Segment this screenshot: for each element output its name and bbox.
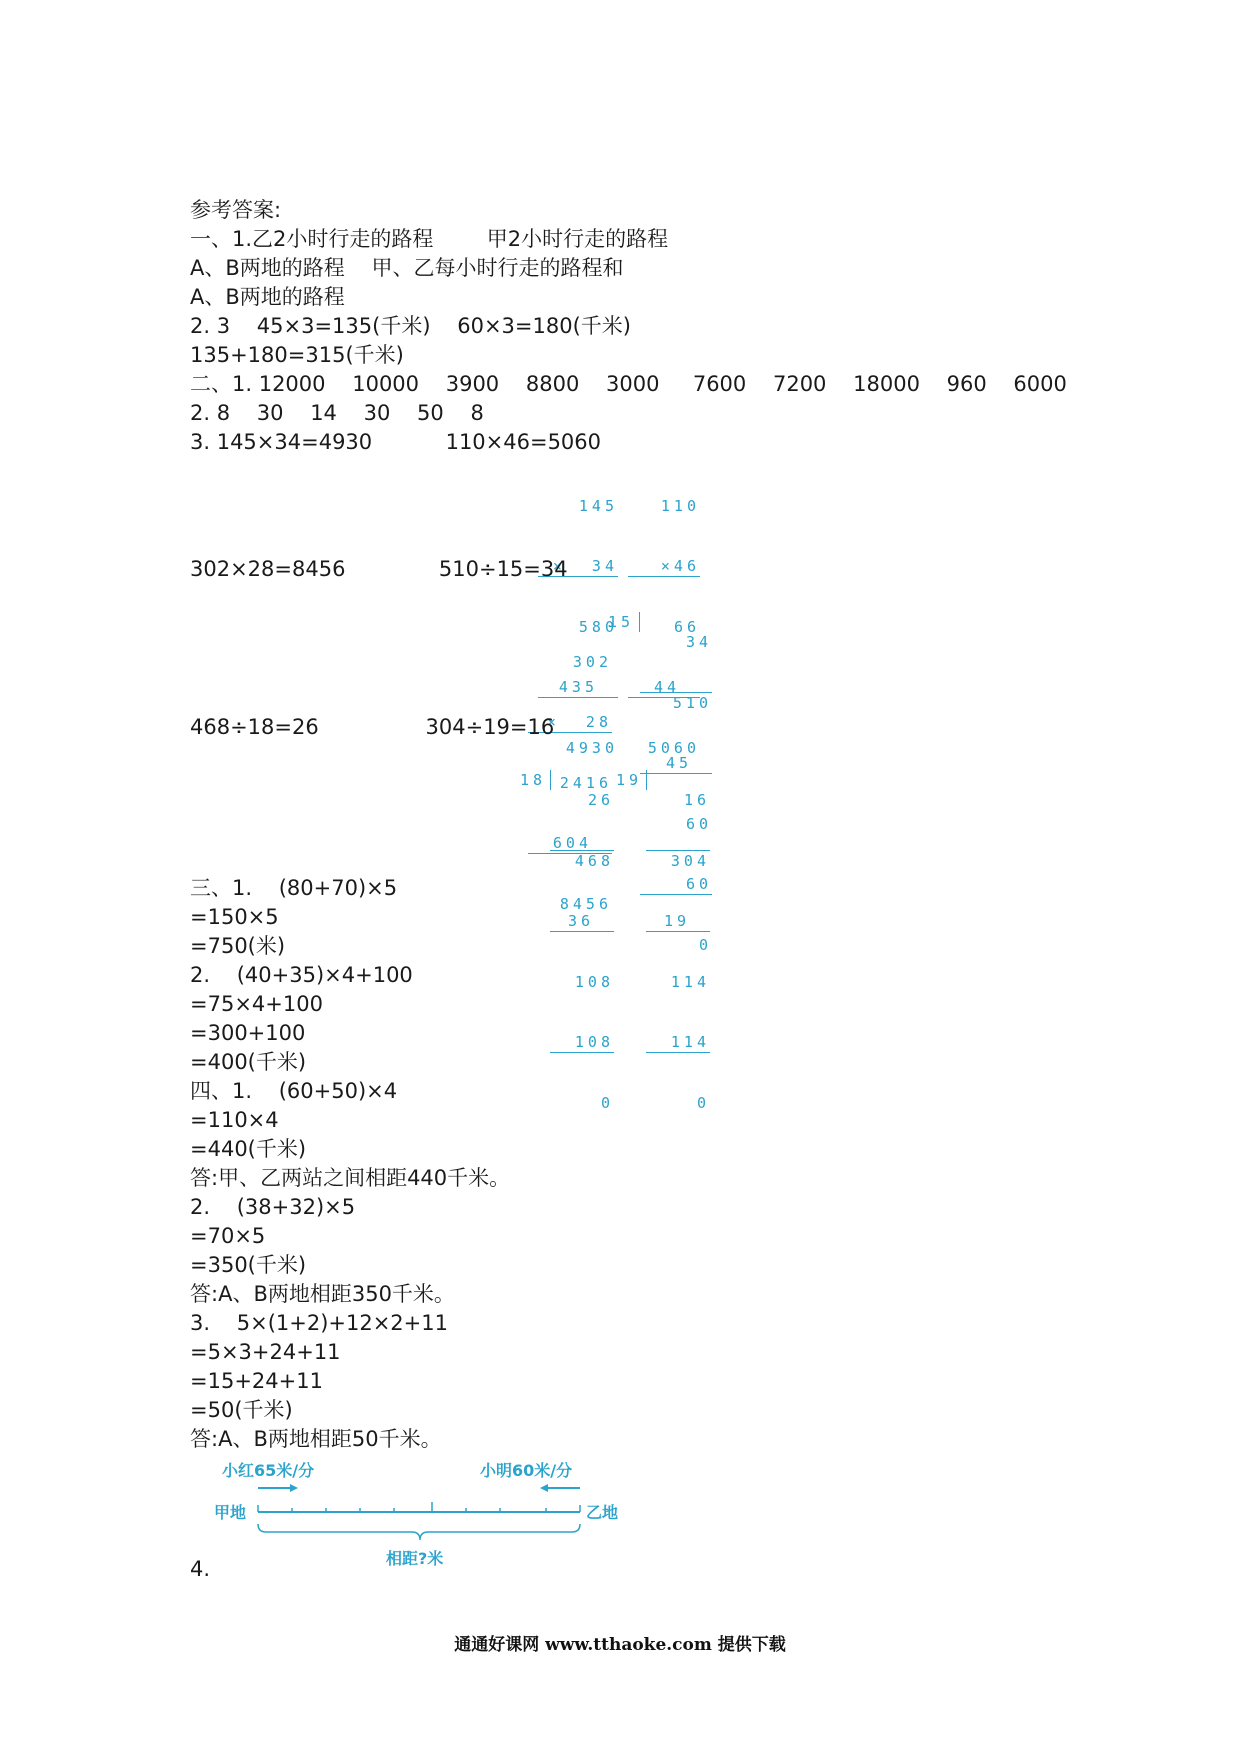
quotient: 34 (685, 633, 712, 651)
calc-row: 5060 (647, 739, 700, 757)
answer-line: 2. 3 45×3=135(千米) 60×3=180(千米) (190, 314, 631, 338)
long-division-468-by-18 (550, 750, 614, 1153)
answer-line: =70×5 (190, 1224, 266, 1248)
answer-line: 3. 5×(1+2)+12×2+11 (190, 1311, 448, 1335)
calc-row: 66 (673, 618, 700, 636)
answer-line: =400(千米) (190, 1050, 307, 1074)
dividend: 304 (646, 850, 710, 871)
answer-line: A、B两地的路程 甲、乙每小时行走的路程和 (190, 256, 624, 280)
footer-credit: 通通好课网 www.tthaoke.com 提供下载 (454, 1635, 786, 1655)
calc-step: 0 (600, 1094, 614, 1112)
division-bracket (646, 770, 647, 790)
calc-row: × 34 (538, 556, 618, 577)
dividend: 510 (640, 692, 712, 713)
answer-heading: 参考答案: (190, 198, 282, 222)
calc-row: 8456 (559, 895, 612, 913)
division-bracket (550, 770, 551, 790)
calc-row: 145 (578, 497, 618, 515)
calc-row: × 28 (528, 712, 612, 733)
dividend: 468 (550, 850, 614, 871)
calc-row: 110 (660, 497, 700, 515)
answer-line: =150×5 (190, 905, 279, 929)
answer-line: 二、1. 12000 10000 3900 8800 3000 7600 7200 18000 960 6000 (190, 372, 1067, 396)
answer-line: 2. 8 30 14 30 50 8 (190, 401, 484, 425)
quotient: 16 (683, 791, 710, 809)
calc-step: 45 (640, 753, 712, 774)
calc-row: ×46 (628, 556, 700, 577)
answer-line: 2. (40+35)×4+100 (190, 963, 413, 987)
answer-line: 4. (190, 1557, 211, 1581)
calc-row: 302 (572, 653, 612, 671)
calc-step: 114 (670, 973, 710, 991)
calc-row: 580 (578, 618, 618, 636)
distance-brace (258, 1524, 580, 1540)
calc-row: 604 (528, 833, 612, 854)
right-arrow-icon (258, 1484, 298, 1492)
answer-line: 四、1. (60+50)×4 (190, 1079, 398, 1103)
calc-step: 19 (646, 911, 710, 932)
calc-step: 0 (698, 936, 712, 954)
answer-line: =75×4+100 (190, 992, 323, 1016)
route-ticks (258, 1502, 580, 1512)
calc-step: 60 (640, 874, 712, 895)
calc-row: 435 (538, 677, 618, 698)
answer-line: =50(千米) (190, 1398, 293, 1422)
divisor: 19 (616, 771, 643, 789)
answer-line: 468÷18=26 304÷19=16 (190, 715, 555, 739)
answer-line: 302×28=8456 510÷15=34 (190, 557, 568, 581)
calc-step: 0 (696, 1094, 710, 1112)
calc-row: 4930 (565, 739, 618, 757)
answer-line: 三、1. (80+70)×5 (190, 876, 398, 900)
answer-line: =300+100 (190, 1021, 306, 1045)
division-bracket (639, 612, 640, 632)
answer-line: =15+24+11 (190, 1369, 323, 1393)
left-place-label: 甲地 (214, 1503, 247, 1522)
quotient: 26 (587, 791, 614, 809)
distance-label: 相距?米 (386, 1549, 444, 1568)
answer-line: 答:甲、乙两站之间相距440千米。 (190, 1166, 511, 1190)
calc-step: 108 (550, 1032, 614, 1053)
calc-step: 114 (646, 1032, 710, 1053)
divisor: 15 (608, 613, 635, 631)
calc-step: 108 (574, 973, 614, 991)
answer-line: =110×4 (190, 1108, 279, 1132)
answer-line: =440(千米) (190, 1137, 307, 1161)
answer-line: 3. 145×34=4930 110×46=5060 (190, 430, 602, 454)
answer-line: 答:A、B两地相距350千米。 (190, 1282, 455, 1306)
answer-line: =750(米) (190, 934, 286, 958)
right-place-label: 乙地 (586, 1503, 619, 1522)
answer-line: =350(千米) (190, 1253, 307, 1277)
calc-step: 36 (550, 911, 614, 932)
answer-line: 2. (38+32)×5 (190, 1195, 356, 1219)
right-speed-label: 小明60米/分 (480, 1461, 573, 1480)
answer-line: 一、1.乙2小时行走的路程 甲2小时行走的路程 (190, 227, 669, 251)
long-division-304-by-19 (646, 750, 710, 1153)
answer-line: 135+180=315(千米) (190, 343, 404, 367)
left-speed-label: 小红65米/分 (222, 1461, 315, 1480)
left-arrow-icon (540, 1484, 580, 1492)
answer-line: 答:A、B两地相距50千米。 (190, 1427, 442, 1451)
calc-step: 60 (685, 815, 712, 833)
calc-row: 44 (628, 677, 700, 698)
calc-row: 2416 (559, 774, 612, 792)
divisor: 18 (520, 771, 547, 789)
answer-line: =5×3+24+11 (190, 1340, 341, 1364)
answer-line: A、B两地的路程 (190, 285, 345, 309)
